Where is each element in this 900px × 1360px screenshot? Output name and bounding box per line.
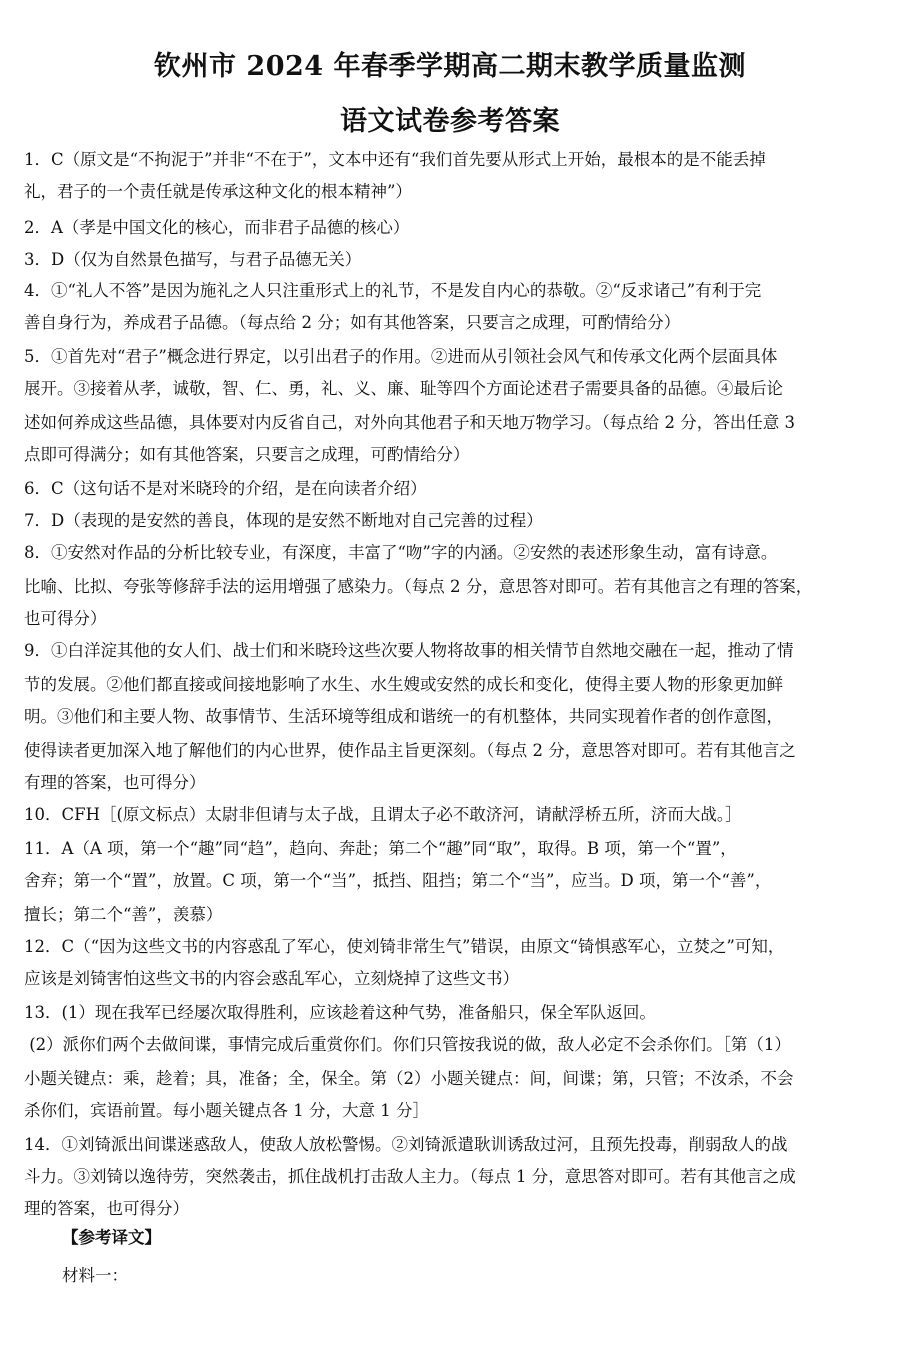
- answer-line: 理的答案，也可得分）: [24, 1199, 189, 1218]
- answer-line: 节的发展。②他们都直接或间接地影响了水生、水生嫂或安然的成长和变化，使得主要人物的形象更加鲜: [24, 675, 783, 694]
- answer-line: 礼，君子的一个责任就是传承这种文化的根本精神”）: [24, 182, 412, 201]
- answer-line: 7．D（表现的是安然的善良，体现的是安然不断地对自己完善的过程）: [24, 511, 543, 530]
- answer-line: 杀你们，宾语前置。每小题关键点各 1 分，大意 1 分］: [24, 1101, 429, 1120]
- answer-line: 13．(1）现在我军已经屡次取得胜利，应该趁着这种气势，准备船只，保全军队返回。: [24, 1003, 656, 1022]
- answer-line: 擅长；第二个“善”，羡慕）: [24, 905, 223, 924]
- answer-line: 舍弃；第一个“置”，放置。C 项，第一个“当”，抵挡、阻挡；第二个“当”，应当。D 项，第一个“善”，: [24, 871, 772, 890]
- answer-line: 明。③他们和主要人物、故事情节、生活环境等组成和谐统一的有机整体，共同实现着作者的创作意图，: [24, 707, 783, 726]
- answer-line: 9．①白洋淀其他的女人们、战士们和米晓玲这些次要人物将故事的相关情节自然地交融在一起，推动了情: [24, 641, 794, 660]
- answer-line: 述如何养成这些品德，具体要对内反省自己，对外向其他君子和天地万物学习。（每点给 2 分，答出任意 3: [24, 413, 795, 432]
- answer-line: 6．C（这句话不是对米晓玲的介绍，是在向读者介绍）: [24, 479, 427, 498]
- section-heading: 【参考译文】: [62, 1228, 161, 1247]
- answer-line: 比喻、比拟、夸张等修辞手法的运用增强了感染力。（每点 2 分，意思答对即可。若有其他言之有理的答案，: [24, 577, 813, 596]
- answer-line: 小题关键点：乘，趁着；具，准备；全，保全。第（2）小题关键点：间，间谍；第，只管；不汝杀，不会: [24, 1069, 794, 1088]
- answer-line: 3．D（仅为自然景色描写，与君子品德无关）: [24, 250, 362, 269]
- answer-line: 8．①安然对作品的分析比较专业，有深度，丰富了“吻”字的内涵。②安然的表述形象生动，富有诗意。: [24, 543, 778, 562]
- answer-line: 善自身行为，养成君子品德。（每点给 2 分；如有其他答案，只要言之成理，可酌情给分）: [24, 313, 681, 332]
- answer-line: 有理的答案，也可得分）: [24, 773, 206, 792]
- answer-line: 展开。③接着从孝，诚敬，智、仁、勇，礼、义、廉、耻等四个方面论述君子需要具备的品德。④最后论: [24, 379, 783, 398]
- answer-line: 也可得分）: [24, 609, 107, 628]
- answer-line: 10．CFH［(原文标点）太尉非但请与太子战，且谓太子必不敢济河，请献浮桥五所，济而大战。］: [24, 805, 742, 824]
- answer-line: 5．①首先对“君子”概念进行界定，以引出君子的作用。②进而从引领社会风气和传承文化两个层面具体: [24, 347, 778, 366]
- answer-line: 12．C（“因为这些文书的内容惑乱了军心，使刘锜非常生气”错误，由原文“锜惧惑军心，立焚之”可知，: [24, 937, 785, 956]
- answer-line: 2．A（孝是中国文化的核心，而非君子品德的核心）: [24, 218, 410, 237]
- answer-line: 斗力。③刘锜以逸待劳，突然袭击，抓住战机打击敌人主力。（每点 1 分，意思答对即可。若有其他言之成: [24, 1167, 796, 1186]
- answer-line: 点即可得满分；如有其他答案，只要言之成理，可酌情给分）: [24, 445, 470, 464]
- answer-line: (2）派你们两个去做间谍，事情完成后重赏你们。你们只管按我说的做，敌人必定不会杀你们。［第（1）: [24, 1035, 791, 1054]
- answer-line: 1．C（原文是“不拘泥于”并非“不在于”，文本中还有“我们首先要从形式上开始，最根本的是不能丢掉: [24, 150, 766, 169]
- page-subtitle: 语文试卷参考答案: [340, 106, 560, 137]
- answer-line: 11．A（A 项，第一个“趣”同“趋”，趋向、奔赴；第二个“趣”同“取”，取得。B 项，第一个“置”，: [24, 839, 737, 858]
- answer-line: 使得读者更加深入地了解他们的内心世界，使作品主旨更深刻。（每点 2 分，意思答对即可。若有其他言之: [24, 741, 796, 760]
- answer-line: 应该是刘锜害怕这些文书的内容会惑乱军心，立刻烧掉了这些文书）: [24, 969, 519, 988]
- answer-line: 4．①“礼人不答”是因为施礼之人只注重形式上的礼节，不是发自内心的恭敬。②“反求诸己”有利于完: [24, 281, 762, 300]
- page-title: 钦州市 2024 年春季学期高二期末教学质量监测: [154, 51, 746, 82]
- section-subheading: 材料一：: [62, 1266, 128, 1285]
- answer-line: 14．①刘锜派出间谍迷惑敌人，使敌人放松警惕。②刘锜派遣耿训诱敌过河，且预先投毒，削弱敌人的战: [24, 1135, 788, 1154]
